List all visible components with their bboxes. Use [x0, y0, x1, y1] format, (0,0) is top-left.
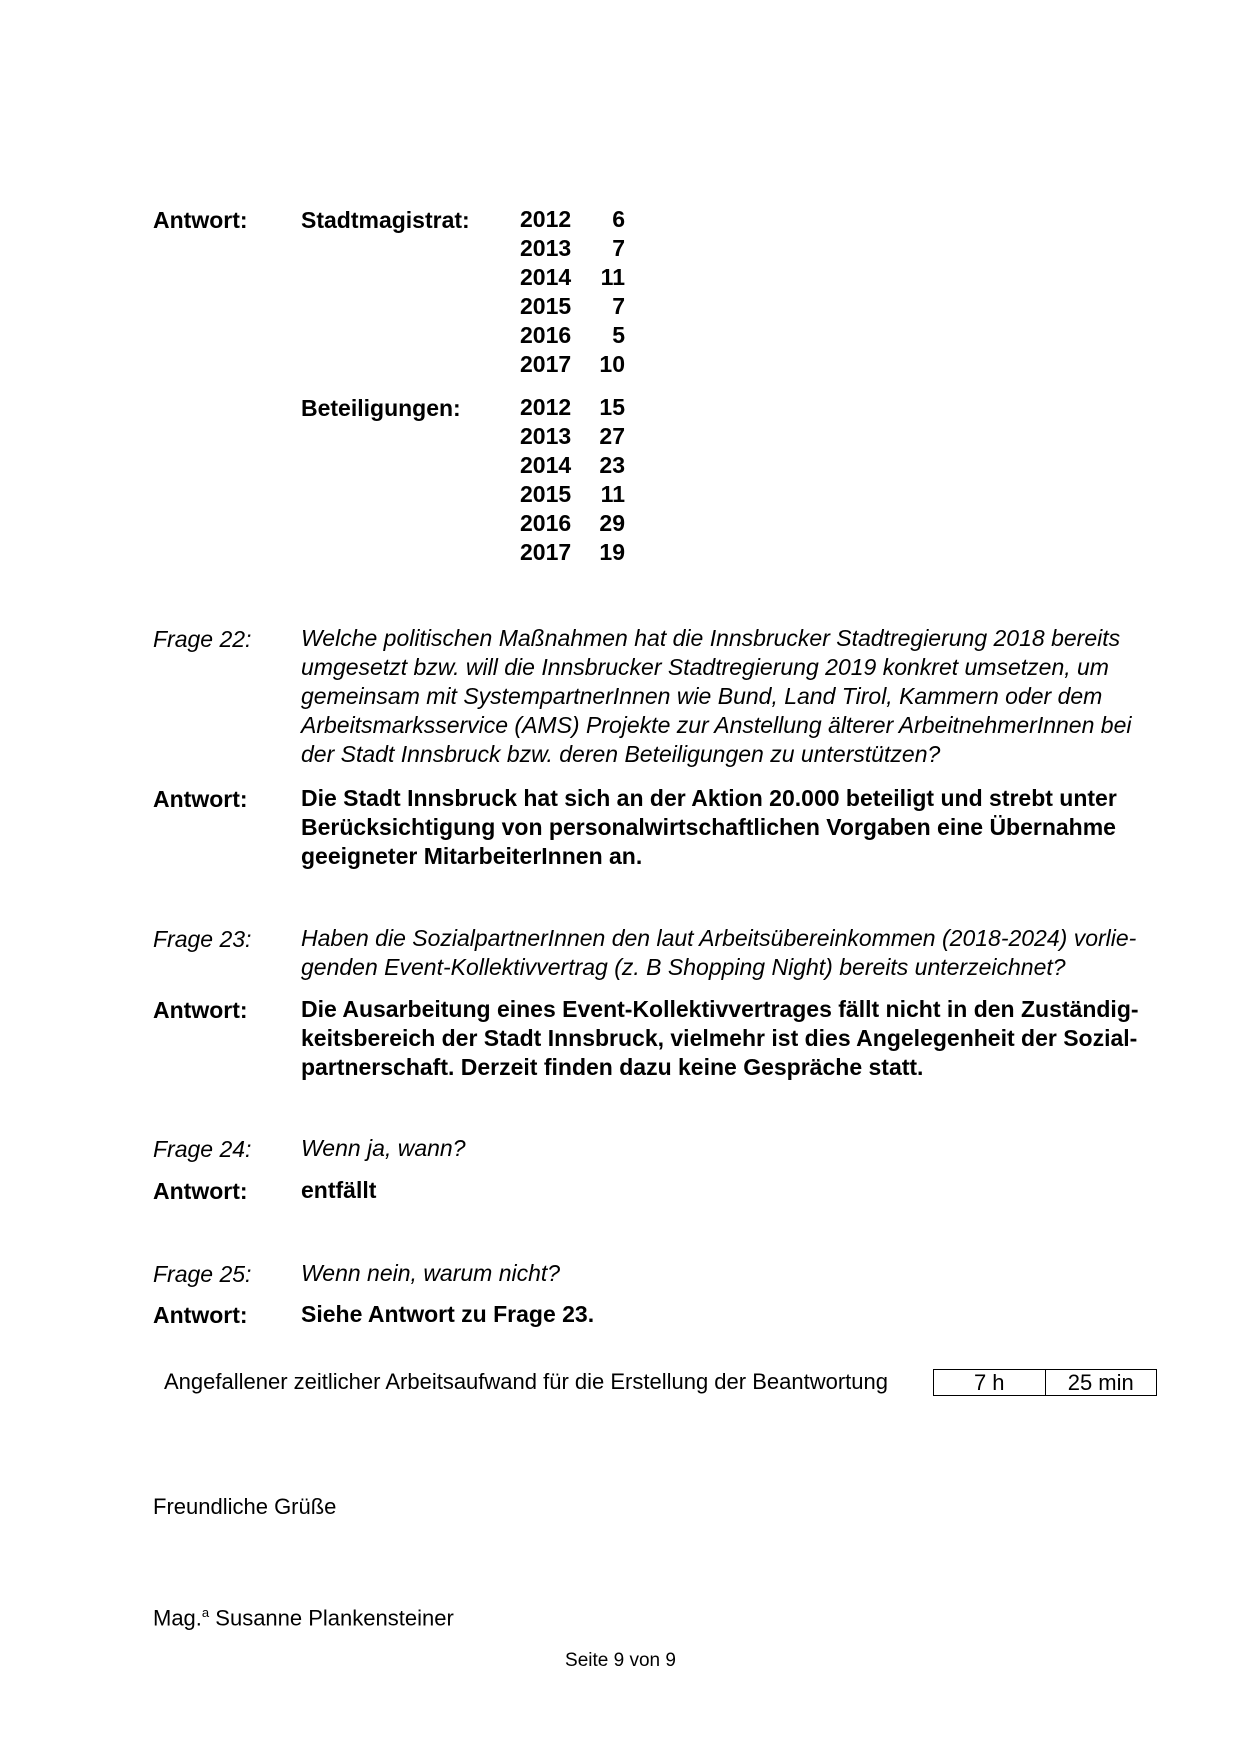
antwort-24-text	[301, 1176, 1141, 1205]
value-cell: 11	[600, 264, 625, 290]
answer-line: entfällt	[301, 1177, 377, 1203]
frage-23-text	[301, 924, 1141, 982]
question-line: der Stadt Innsbruck bzw. deren Beteiligungen zu unterstützen?	[301, 741, 941, 767]
antwort-24-label: Antwort:	[153, 1178, 248, 1204]
stats-row	[520, 321, 625, 350]
beteiligungen-label: Beteiligungen:	[301, 395, 461, 421]
stats-row	[520, 422, 625, 451]
workload-label: Angefallener zeitlicher Arbeitsaufwand für die Erstellung der Beantwortung	[164, 1369, 888, 1394]
answer-line: Siehe Antwort zu Frage 23.	[301, 1301, 595, 1327]
value-cell: 19	[599, 539, 625, 565]
year-cell: 2016	[520, 510, 572, 536]
value-cell: 15	[599, 394, 625, 420]
stats-row	[520, 538, 625, 567]
frage-23-label: Frage 23:	[153, 926, 252, 952]
answer-line: geeigneter MitarbeiterInnen an.	[301, 843, 643, 869]
stadtmagistrat-label: Stadtmagistrat:	[301, 207, 470, 233]
question-line: umgesetzt bzw. will die Innsbrucker Stadtregierung 2019 konkret umsetzen, um	[301, 654, 1109, 680]
year-cell: 2012	[520, 206, 572, 232]
frage-22-label: Frage 22:	[153, 626, 252, 652]
stats-row	[520, 451, 625, 480]
stats-row	[520, 393, 625, 422]
workload-box	[933, 1369, 1157, 1396]
stats-row	[520, 234, 625, 263]
year-cell: 2014	[520, 452, 572, 478]
year-cell: 2016	[520, 322, 572, 348]
antwort-25-label: Antwort:	[153, 1302, 248, 1328]
stats-row	[520, 263, 625, 292]
value-cell: 23	[599, 452, 625, 478]
antwort-label-stats: Antwort:	[153, 207, 248, 233]
workload-hours: 7 h	[973, 1370, 1005, 1395]
answer-line: partnerschaft. Derzeit finden dazu keine Gespräche statt.	[301, 1054, 924, 1080]
frage-24-text	[301, 1134, 1141, 1163]
stats-row	[520, 292, 625, 321]
closing-greeting: Freundliche Grüße	[153, 1494, 337, 1519]
year-cell: 2013	[520, 423, 572, 449]
question-line: genden Event-Kollektivvertrag (z. B Shopping Night) bereits unterzeichnet?	[301, 954, 1066, 980]
year-cell: 2012	[520, 394, 572, 420]
signature	[153, 1605, 454, 1631]
signature-name: Susanne Plankensteiner	[215, 1605, 454, 1631]
answer-line: Die Ausarbeitung eines Event-Kollektivvertrages fällt nicht in den Zuständig-	[301, 996, 1139, 1022]
frage-25-text	[301, 1259, 1141, 1288]
beteiligungen-table	[520, 393, 625, 567]
value-cell: 7	[612, 235, 625, 261]
question-line: Wenn ja, wann?	[301, 1135, 466, 1161]
value-cell: 27	[599, 423, 625, 449]
signature-superscript: a	[201, 1605, 210, 1620]
answer-line: Die Stadt Innsbruck hat sich an der Aktion 20.000 beteiligt und strebt unter	[301, 785, 1117, 811]
antwort-25-text	[301, 1300, 1141, 1329]
question-line: gemeinsam mit SystempartnerInnen wie Bund, Land Tirol, Kammern oder dem	[301, 683, 1103, 709]
stats-row	[520, 509, 625, 538]
stadtmagistrat-table	[520, 205, 625, 379]
frage-25-label: Frage 25:	[153, 1261, 252, 1287]
question-line: Arbeitsmarksservice (AMS) Projekte zur Anstellung älterer ArbeitnehmerInnen bei	[301, 712, 1132, 738]
stats-row	[520, 205, 625, 234]
question-line: Welche politischen Maßnahmen hat die Innsbrucker Stadtregierung 2018 bereits	[301, 625, 1121, 651]
year-cell: 2017	[520, 539, 572, 565]
value-cell: 29	[599, 510, 625, 536]
value-cell: 5	[612, 322, 625, 348]
value-cell: 10	[599, 351, 625, 377]
stats-row	[520, 480, 625, 509]
year-cell: 2015	[520, 293, 572, 319]
workload-minutes: 25 min	[1045, 1370, 1157, 1395]
value-cell: 7	[612, 293, 625, 319]
antwort-22-text	[301, 784, 1141, 871]
frage-24-label: Frage 24:	[153, 1136, 252, 1162]
year-cell: 2017	[520, 351, 572, 377]
answer-line: Berücksichtigung von personalwirtschaftlichen Vorgaben eine Übernahme	[301, 814, 1116, 840]
antwort-23-label: Antwort:	[153, 997, 248, 1023]
antwort-23-text	[301, 995, 1141, 1082]
antwort-22-label: Antwort:	[153, 786, 248, 812]
value-cell: 6	[612, 206, 625, 232]
year-cell: 2015	[520, 481, 572, 507]
value-cell: 11	[600, 481, 625, 507]
frage-22-text	[301, 624, 1141, 769]
question-line: Haben die SozialpartnerInnen den laut Arbeitsübereinkommen (2018-2024) vorlie-	[301, 925, 1137, 951]
year-cell: 2013	[520, 235, 572, 261]
stats-row	[520, 350, 625, 379]
year-cell: 2014	[520, 264, 572, 290]
question-line: Wenn nein, warum nicht?	[301, 1260, 561, 1286]
page-footer: Seite 9 von 9	[565, 1650, 676, 1671]
answer-line: keitsbereich der Stadt Innsbruck, vielmehr ist dies Angelegenheit der Sozial-	[301, 1025, 1138, 1051]
signature-prefix: Mag.	[153, 1605, 202, 1631]
